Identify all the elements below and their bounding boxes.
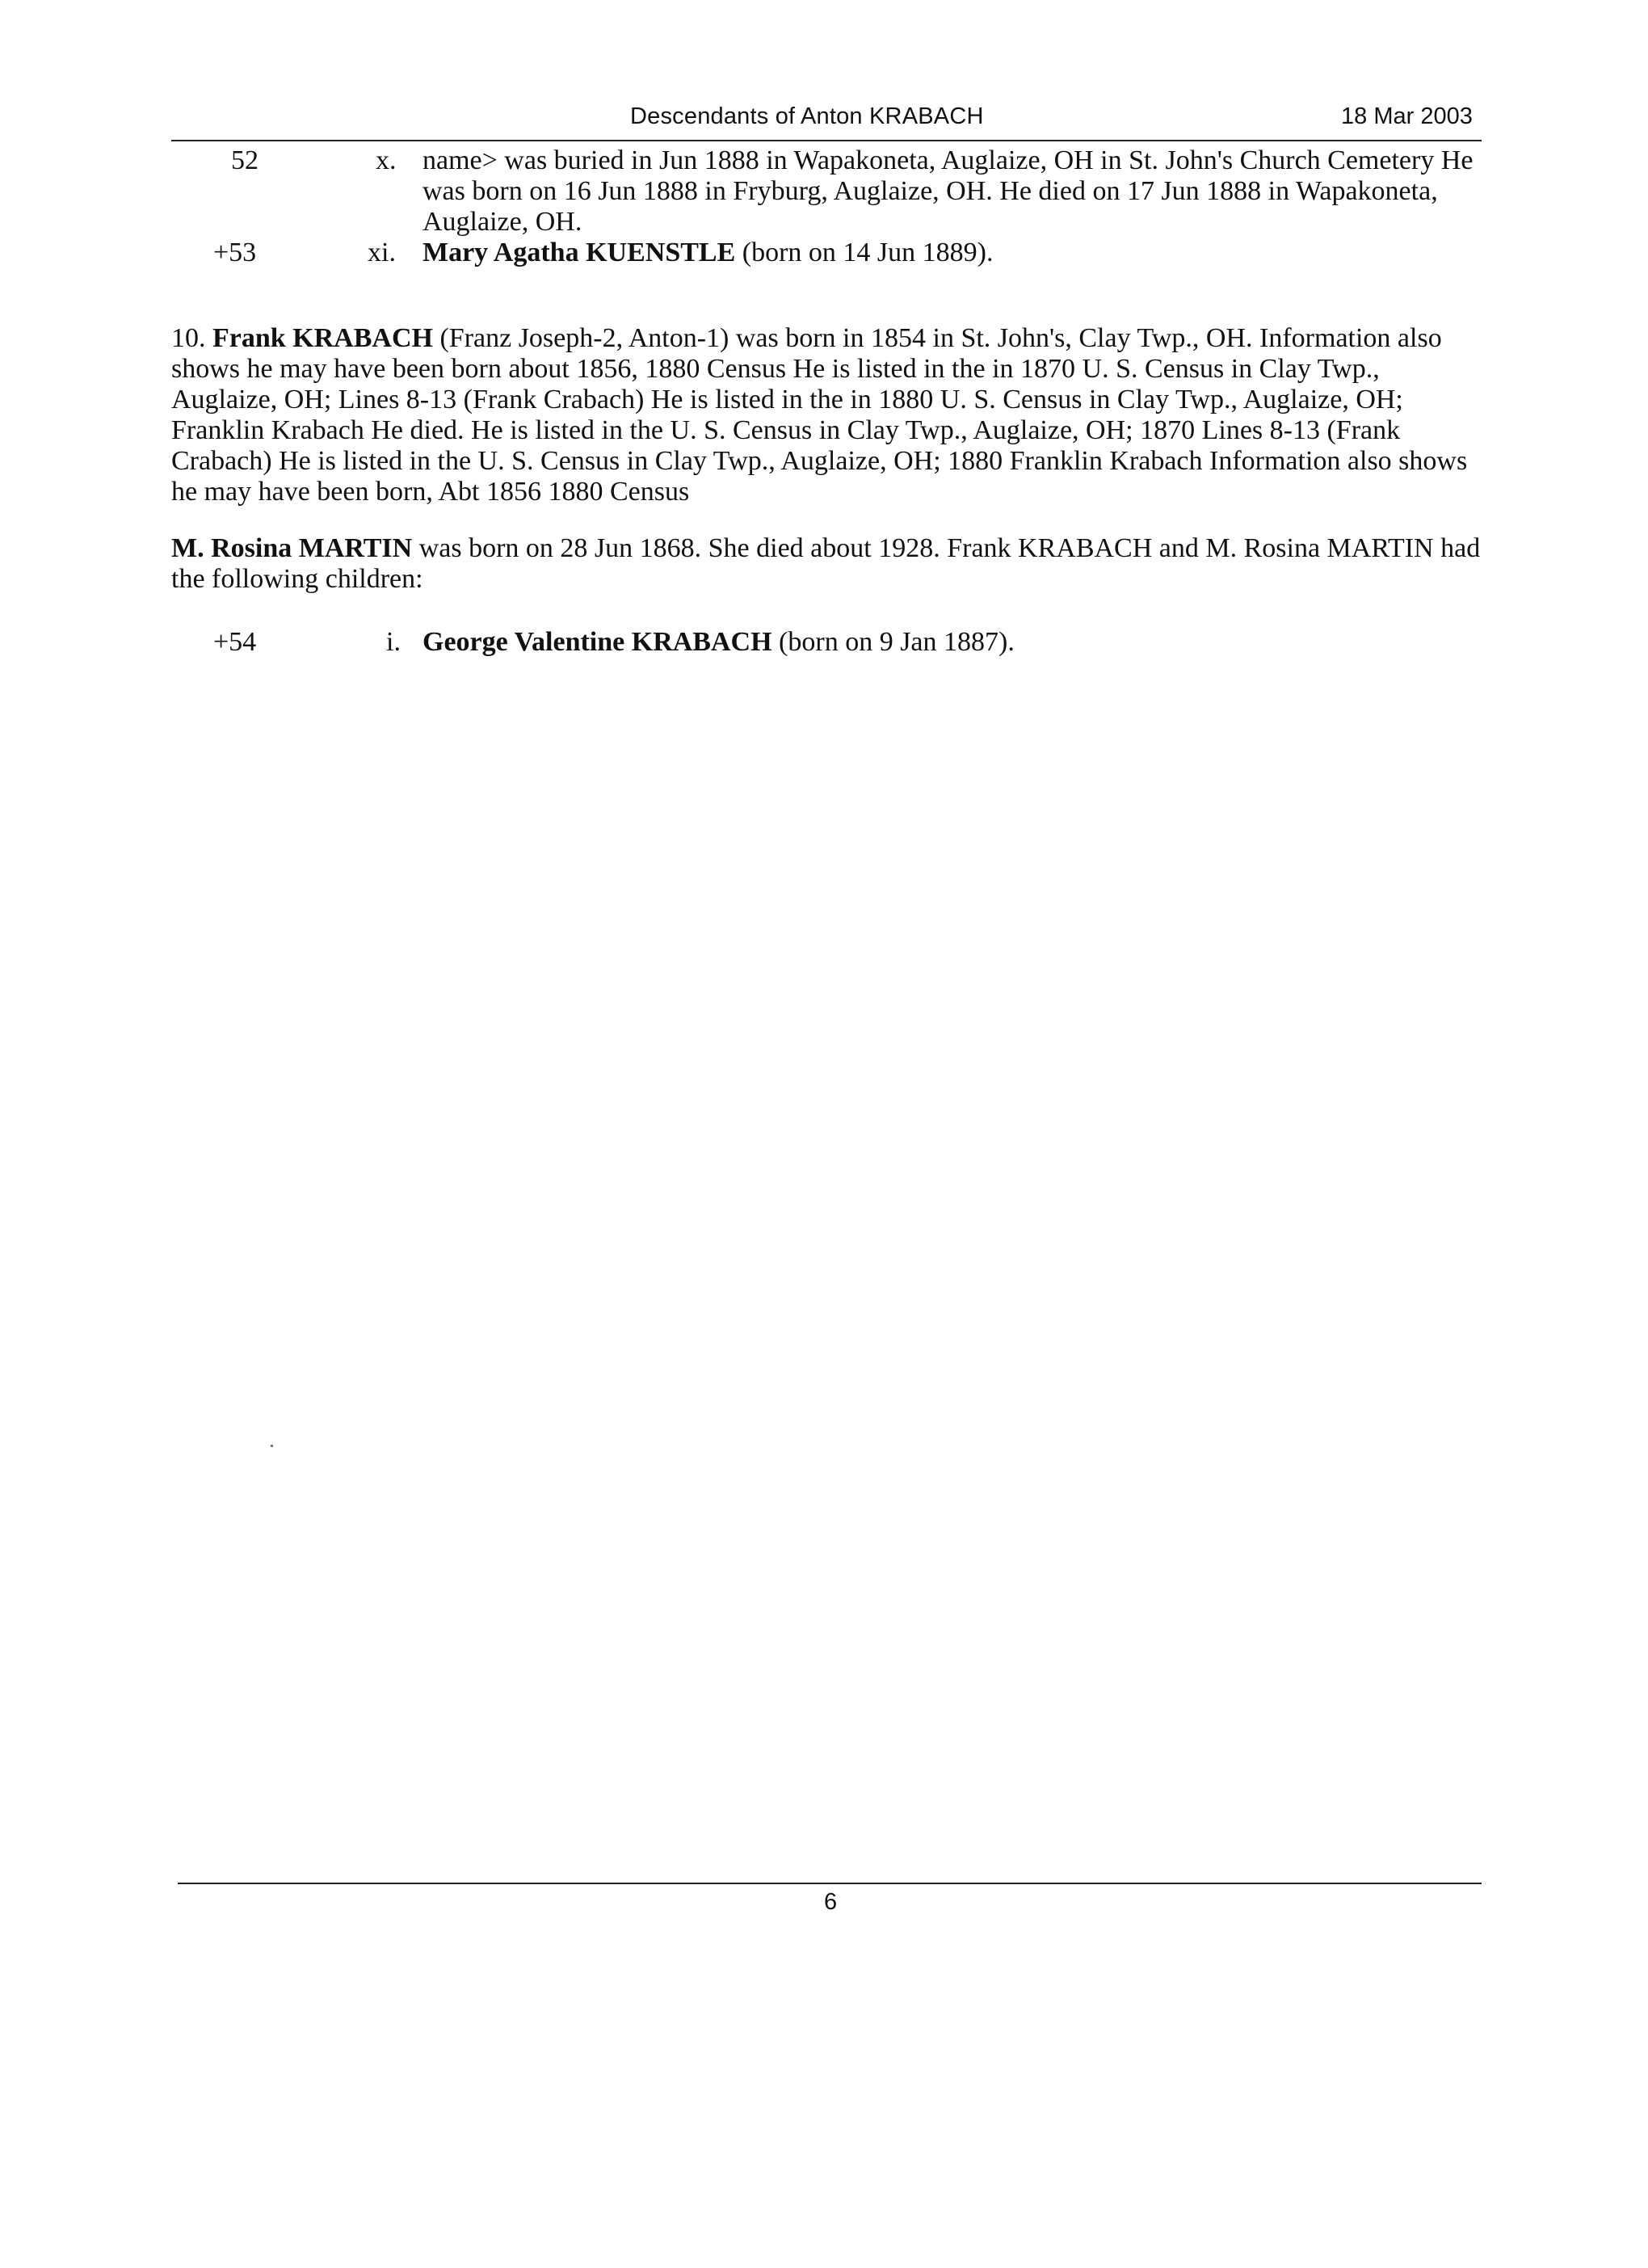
- spouse-text: was born on 28 Jun 1868. She died about 1928. Frank KRABACH and M. Rosina MARTIN had the following children:: [171, 533, 1481, 594]
- child-number: +54: [213, 627, 257, 657]
- person-text: (Franz Joseph-2, Anton-1) was born in 1854 in St. John's, Clay Twp., OH. Information also shows he may have been born about 1856, 1880 Census He is listed in the in 1870 U. S. Census in Clay Twp., Auglaize, OH; Lines 8-13 (Frank Crabach) He is listed in the in 1880 U. S. Census in Clay Twp., Auglaize, OH; Franklin Krabach He died. He is listed in the U. S. Census in Clay Twp., Auglaize, OH; 1870 Lines 8-13 (Frank Crabach) He is listed in the U. S. Census in Clay Twp., Auglaize, OH; 1880 Franklin Krabach Information also shows he may have been born, Abt 1856 1880 Census: [171, 323, 1468, 507]
- child-roman-numeral: x.: [376, 145, 397, 175]
- header-rule: [171, 140, 1482, 141]
- child-text: name> was buried in Jun 1888 in Wapakoneta, Auglaize, OH in St. John's Church Cemetery He was born on 16 Jun 1888 in Fryburg, Auglaize, OH. He died on 17 Jun 1888 in Wapakoneta, Auglaize, OH.: [423, 145, 1474, 237]
- child-name: Mary Agatha KUENSTLE: [423, 238, 736, 267]
- person-paragraph: [171, 323, 1484, 507]
- header-title: Descendants of Anton KRABACH: [630, 103, 984, 129]
- page-number: 6: [824, 1889, 838, 1915]
- child-roman-numeral: xi.: [368, 238, 396, 267]
- person-name: Frank KRABACH: [212, 323, 433, 353]
- person-number: 10.: [171, 323, 212, 353]
- child-name: George Valentine KRABACH: [423, 627, 772, 657]
- scan-speck: [271, 1445, 273, 1447]
- header-date: 18 Mar 2003: [1341, 103, 1473, 129]
- child-text: (born on 9 Jan 1887).: [771, 627, 1015, 657]
- child-roman-numeral: i.: [386, 627, 401, 657]
- child-number: 52: [231, 145, 259, 175]
- spouse-name: M. Rosina MARTIN: [171, 533, 413, 563]
- spouse-paragraph: [171, 533, 1484, 595]
- child-number: +53: [213, 238, 257, 267]
- child-entry-text: [423, 627, 1482, 658]
- child-entry-text: [423, 238, 1482, 268]
- footer-rule: [178, 1883, 1482, 1884]
- child-entry-text: [423, 145, 1482, 238]
- child-text: (born on 14 Jun 1889).: [735, 238, 994, 267]
